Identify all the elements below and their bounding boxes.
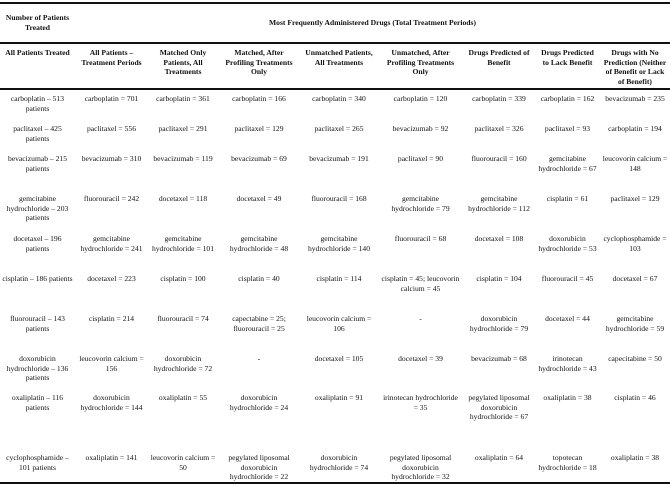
table-cell: cyclophosphamide = 103 [603, 234, 667, 253]
table-cell: docetaxel = 118 [158, 194, 208, 203]
table-cell: docetaxel = 49 [236, 194, 282, 203]
table-cell: irinotecan hydrochloride = 43 [538, 354, 597, 373]
column-header: Matched, After Profiling Treatments Only [218, 43, 300, 89]
table-cell: doxorubicin hydrochloride = 24 [229, 393, 289, 412]
table-cell: oxaliplatin = 38 [543, 393, 592, 402]
table-cell: gemcitabine hydrochloride – 203 patients [6, 194, 69, 223]
table-cell: oxaliplatin = 38 [600, 449, 670, 483]
table-cell: leucovorin calcium = 50 [148, 449, 218, 483]
table-cell: capectabine = 25; fluorouracil = 25 [232, 314, 286, 333]
table-cell: gemcitabine hydrochloride = 112 [468, 194, 530, 213]
table-cell: cisplatin – 186 patients [2, 274, 73, 283]
table-cell: docetaxel = 67 [612, 274, 658, 283]
table-row [0, 310, 670, 350]
table-cell: bevacizumab = 69 [231, 154, 287, 163]
column-header-row [0, 43, 670, 89]
table-cell: fluorouracil = 45 [541, 274, 594, 283]
table-row [0, 150, 670, 190]
table-cell: gemcitabine hydrochloride = 140 [307, 234, 371, 253]
table-cell: docetaxel = 108 [474, 234, 524, 243]
table-cell: carboplatin = 194 [608, 124, 662, 133]
table-body [0, 89, 670, 483]
column-header: Drugs with No Prediction (Neither of Benefit or Lack of Benefit) [600, 43, 670, 89]
table-cell: docetaxel = 105 [314, 354, 364, 363]
table-cell: cisplatin = 114 [316, 274, 362, 283]
table-cell: oxaliplatin = 91 [314, 393, 364, 402]
table-cell: cisplatin = 104 [476, 274, 522, 283]
table-row [0, 389, 670, 449]
table-cell: fluorouracil = 160 [471, 154, 527, 163]
table-cell: oxaliplatin = 55 [158, 393, 208, 402]
table-cell: carboplatin = 339 [472, 94, 526, 103]
table-cell: paclitaxel = 265 [314, 124, 364, 133]
table-row [0, 120, 670, 150]
column-header: Matched Only Patients, All Treatments [148, 43, 218, 89]
table-cell: gemcitabine hydrochloride = 241 [80, 234, 143, 253]
column-header: Drugs Predicted to Lack Benefit [535, 43, 600, 89]
table-cell: carboplatin = 701 [84, 94, 139, 103]
table-cell: carboplatin = 361 [156, 94, 210, 103]
table-cell: cyclophosphamide – 101 patients [0, 449, 75, 483]
table-cell: carboplatin = 120 [393, 94, 448, 103]
table-cell: carboplatin = 340 [312, 94, 366, 103]
table-cell: pegylated liposomal doxorubicin hydrochloride = 32 [378, 449, 463, 483]
table-cell: docetaxel – 196 patients [13, 234, 62, 253]
table-cell: gemcitabine hydrochloride = 101 [151, 234, 215, 253]
table-row [0, 449, 670, 483]
column-header: Drugs Predicted of Benefit [463, 43, 535, 89]
table-cell: leucovorin calcium = 106 [306, 314, 372, 333]
table-cell: cisplatin = 46 [614, 393, 656, 402]
table-cell: paclitaxel = 129 [234, 124, 284, 133]
table-cell: - [419, 314, 422, 323]
column-header: All Patients Treated [0, 43, 75, 89]
table-cell: pegylated liposomal doxorubicin hydrochloride = 22 [218, 449, 300, 483]
table-cell: gemcitabine hydrochloride = 48 [229, 234, 289, 253]
table-cell: gemcitabine hydrochloride = 79 [391, 194, 450, 213]
table-cell: irinotecan hydrochloride = 35 [383, 393, 458, 412]
group-header-row [0, 3, 670, 43]
table-cell: docetaxel = 39 [398, 354, 443, 363]
table-cell: doxorubicin hydrochloride = 53 [538, 234, 597, 253]
table-row [0, 190, 670, 230]
table-row [0, 350, 670, 389]
table-cell: fluorouracil – 143 patients [10, 314, 65, 333]
table-cell: - [257, 354, 261, 363]
column-header: Unmatched, After Profiling Treatments Only [378, 43, 463, 89]
table-cell: bevacizumab = 310 [81, 154, 142, 163]
table-cell: paclitaxel – 425 patients [13, 124, 62, 143]
table-cell: carboplatin = 166 [232, 94, 286, 103]
table-cell: pegylated liposomal doxorubicin hydrochloride = 67 [468, 393, 530, 422]
table-cell: topotecan hydrochloride = 18 [535, 449, 600, 483]
table-cell: gemcitabine hydrochloride = 67 [538, 154, 597, 173]
group-header-drugs: Most Frequently Administered Drugs (Total Treatment Periods) [75, 3, 670, 43]
table-row [0, 270, 670, 310]
table-cell: fluorouracil = 74 [157, 314, 209, 323]
table-cell: cisplatin = 61 [546, 194, 589, 203]
column-header: Unmatched Patients, All Treatments [300, 43, 378, 89]
table-cell: paclitaxel = 93 [544, 124, 591, 133]
table-cell: doxorubicin hydrochloride = 72 [153, 354, 213, 373]
group-header-patients: Number of Patients Treated [0, 3, 75, 43]
table-cell: bevacizumab – 215 patients [7, 154, 68, 173]
column-header: All Patients – Treatment Periods [75, 43, 148, 89]
table-cell: paclitaxel = 90 [397, 154, 444, 163]
table-row [0, 89, 670, 120]
table-cell: doxorubicin hydrochloride = 74 [300, 449, 378, 483]
table-cell: fluorouracil = 242 [83, 194, 140, 203]
table-cell: cisplatin = 40 [238, 274, 280, 283]
table-cell: bevacizumab = 92 [392, 124, 449, 133]
table-cell: bevacizumab = 191 [309, 154, 369, 163]
drug-frequency-table [0, 2, 670, 484]
table-row [0, 230, 670, 270]
table-cell: oxaliplatin – 116 patients [11, 393, 64, 412]
table-cell: leucovorin calcium = 156 [79, 354, 144, 373]
table-cell: doxorubicin hydrochloride = 144 [80, 393, 143, 412]
table-cell: bevacizumab = 68 [471, 354, 527, 363]
table-cell: oxaliplatin = 64 [463, 449, 535, 483]
table-cell: cisplatin = 214 [88, 314, 135, 323]
table-cell: leucovorin calcium = 148 [602, 154, 668, 173]
table-cell: fluorouracil = 68 [394, 234, 447, 243]
table-cell: carboplatin – 513 patients [10, 94, 65, 113]
table-cell: bevacizumab = 235 [605, 94, 665, 103]
table-cell: gemcitabine hydrochloride = 59 [605, 314, 665, 333]
table-cell: paclitaxel = 129 [610, 194, 660, 203]
table-cell: docetaxel = 44 [545, 314, 590, 323]
table-cell: oxaliplatin = 141 [75, 449, 148, 483]
table-cell: doxorubicin hydrochloride – 136 patients [6, 354, 69, 383]
table-cell: paclitaxel = 556 [87, 124, 136, 133]
table-cell: docetaxel = 223 [87, 274, 136, 283]
table-cell: paclitaxel = 326 [474, 124, 524, 133]
table-cell: carboplatin = 162 [540, 94, 595, 103]
table-cell: cisplatin = 45; leucovorin calcium = 45 [381, 274, 460, 293]
table-cell: bevacizumab = 119 [153, 154, 213, 163]
table-cell: doxorubicin hydrochloride = 79 [469, 314, 529, 333]
table-cell: paclitaxel = 291 [158, 124, 208, 133]
table-cell: capecitabine = 50 [608, 354, 662, 363]
table-cell: cisplatin = 100 [160, 274, 206, 283]
table-cell: fluorouracil = 168 [311, 194, 367, 203]
